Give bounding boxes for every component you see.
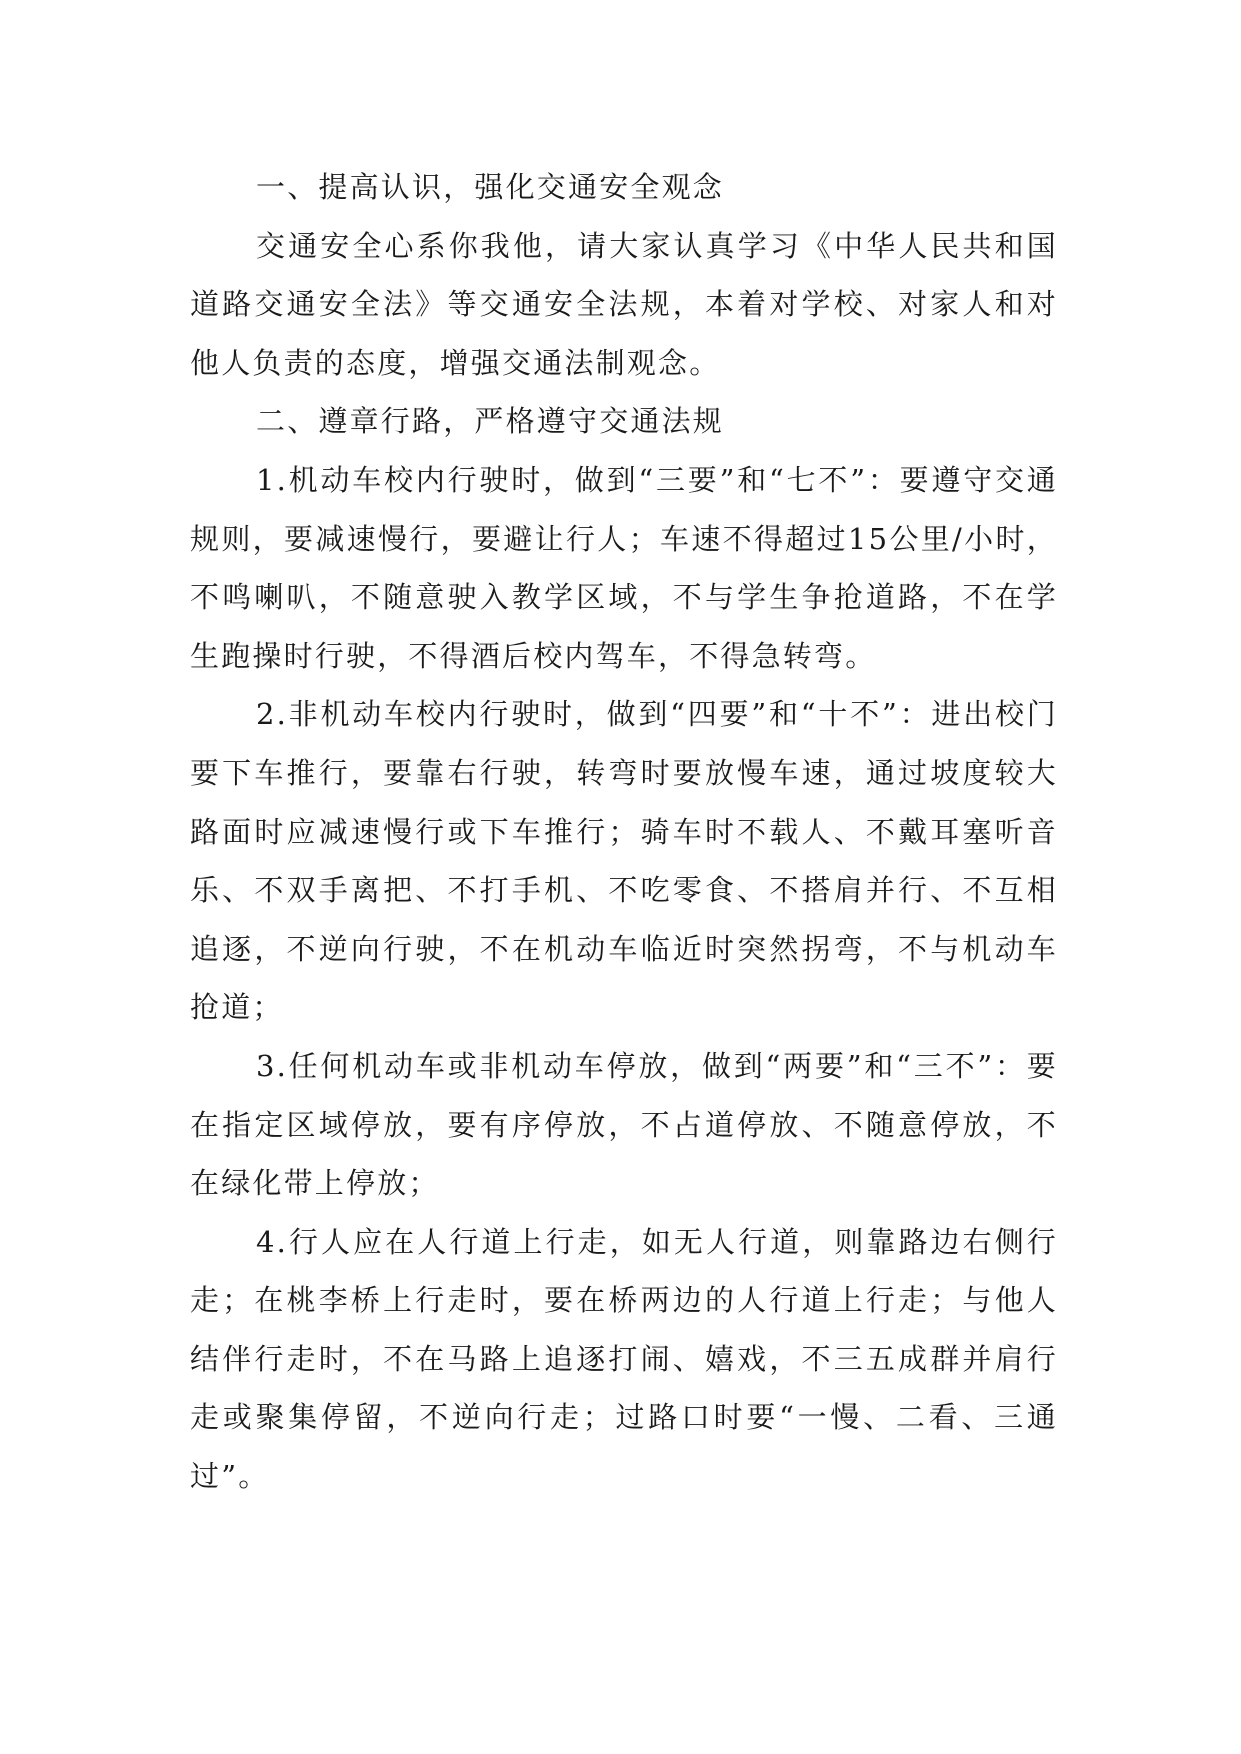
rule-item-1-motor-vehicles: 1.机动车校内行驶时，做到“三要”和“七不”：要遵守交通规则，要减速慢行，要避让行人；车速不得超过15公里/小时，不鸣喇叭，不随意驶入教学区域，不与学生争抢道路，不在学生跑操时行驶，不得酒后校内驾车，不得急转弯。 bbox=[190, 462, 1058, 673]
paragraph-traffic-awareness: 交通安全心系你我他，请大家认真学习《中华人民共和国道路交通安全法》等交通安全法规，本着对学校、对家人和对他人负责的态度，增强交通法制观念。 bbox=[190, 228, 1058, 380]
rule-item-2-non-motor-vehicles: 2.非机动车校内行驶时，做到“四要”和“十不”：进出校门要下车推行，要靠右行驶，转弯时要放慢车速，通过坡度较大路面时应减速慢行或下车推行；骑车时不载人、不戴耳塞听音乐、不双手离把、不打手机、不吃零食、不搭肩并行、不互相追逐，不逆向行驶，不在机动车临近时突然拐弯，不与机动车抢道； bbox=[190, 697, 1058, 1025]
rule-item-4-pedestrians: 4.行人应在人行道上行走，如无人行道，则靠路边右侧行走；在桃李桥上行走时，要在桥两边的人行道上行走；与他人结伴行走时，不在马路上追逐打闹、嬉戏，不三五成群并肩行走或聚集停留，不逆向行走；过路口时要“一慢、二看、三通过”。 bbox=[190, 1224, 1058, 1494]
rule-item-3-parking: 3.任何机动车或非机动车停放，做到“两要”和“三不”：要在指定区域停放，要有序停放，不占道停放、不随意停放，不在绿化带上停放； bbox=[190, 1048, 1058, 1201]
heading-section-1: 一、提高认识，强化交通安全观念 bbox=[256, 170, 725, 204]
document-body bbox=[190, 158, 1058, 1506]
heading-section-2: 二、遵章行路，严格遵守交通法规 bbox=[256, 404, 725, 439]
